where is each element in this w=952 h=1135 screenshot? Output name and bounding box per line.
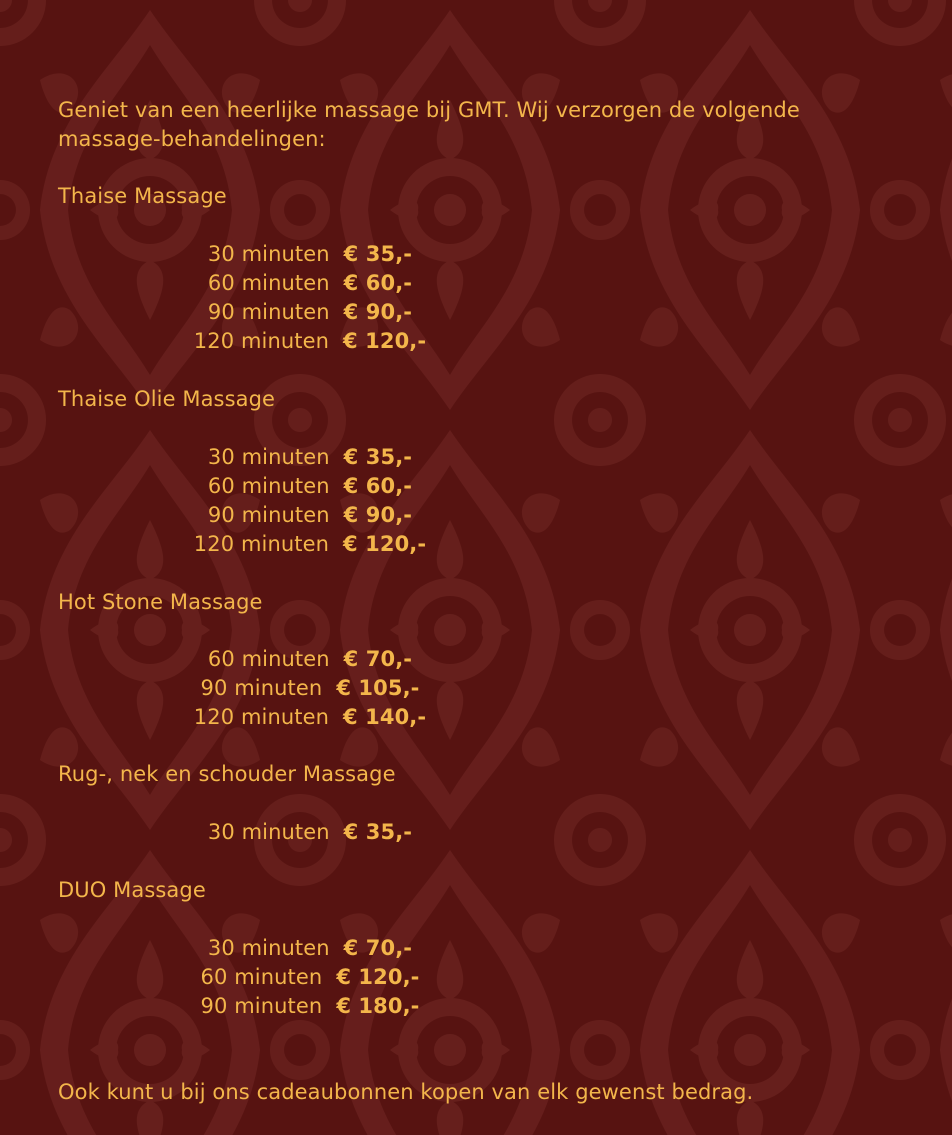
duration: 90 minuten [207,300,330,324]
duration: 60 minuten [207,271,330,295]
duration: 30 minuten [207,936,330,960]
price: € 90,- [343,300,413,324]
price: € 60,- [343,271,413,295]
duration: 120 minuten [193,532,330,556]
price-row [0,443,620,472]
duration: 60 minuten [207,474,330,498]
price-row [0,992,620,1021]
price-row [0,327,620,356]
section-title-hot-stone-massage: Hot Stone Massage [58,590,263,614]
price-row [0,963,620,992]
price: € 35,- [343,242,413,266]
section-title-rug-nek-schouder-massage: Rug-, nek en schouder Massage [58,762,396,786]
price: € 90,- [343,503,413,527]
duration: 30 minuten [207,445,330,469]
duration: 90 minuten [200,676,323,700]
price-row [0,269,620,298]
section-title-thaise-olie-massage: Thaise Olie Massage [58,387,276,411]
duration: 90 minuten [200,994,323,1018]
price: € 35,- [343,445,413,469]
price-row [0,240,620,269]
intro-line-2: massage-behandelingen: [58,127,326,151]
price: € 140,- [343,705,427,729]
price-row [0,530,620,559]
duration: 60 minuten [200,965,323,989]
price-row [0,472,620,501]
price-row [0,298,620,327]
duration: 60 minuten [207,647,330,671]
price: € 105,- [336,676,420,700]
duration: 30 minuten [207,820,330,844]
price: € 180,- [336,994,420,1018]
price-row [0,501,620,530]
duration: 90 minuten [207,503,330,527]
price: € 120,- [336,965,420,989]
price: € 70,- [343,647,413,671]
intro-text [58,96,928,154]
section-title-duo-massage: DUO Massage [58,878,206,902]
price-row [0,934,620,963]
intro-line-1: Geniet van een heerlijke massage bij GMT. Wij verzorgen de volgende [58,98,800,122]
duration: 30 minuten [207,242,330,266]
price-row [0,645,620,674]
price-row [0,703,620,732]
price: € 60,- [343,474,413,498]
price-row [0,674,620,703]
duration: 120 minuten [193,705,330,729]
price: € 35,- [343,820,413,844]
duration: 120 minuten [193,329,330,353]
price-row [0,818,620,847]
gift-voucher-note: Ook kunt u bij ons cadeaubonnen kopen van elk gewenst bedrag. [58,1080,754,1104]
price: € 70,- [343,936,413,960]
section-title-thaise-massage: Thaise Massage [58,184,227,208]
price: € 120,- [343,532,427,556]
price: € 120,- [343,329,427,353]
